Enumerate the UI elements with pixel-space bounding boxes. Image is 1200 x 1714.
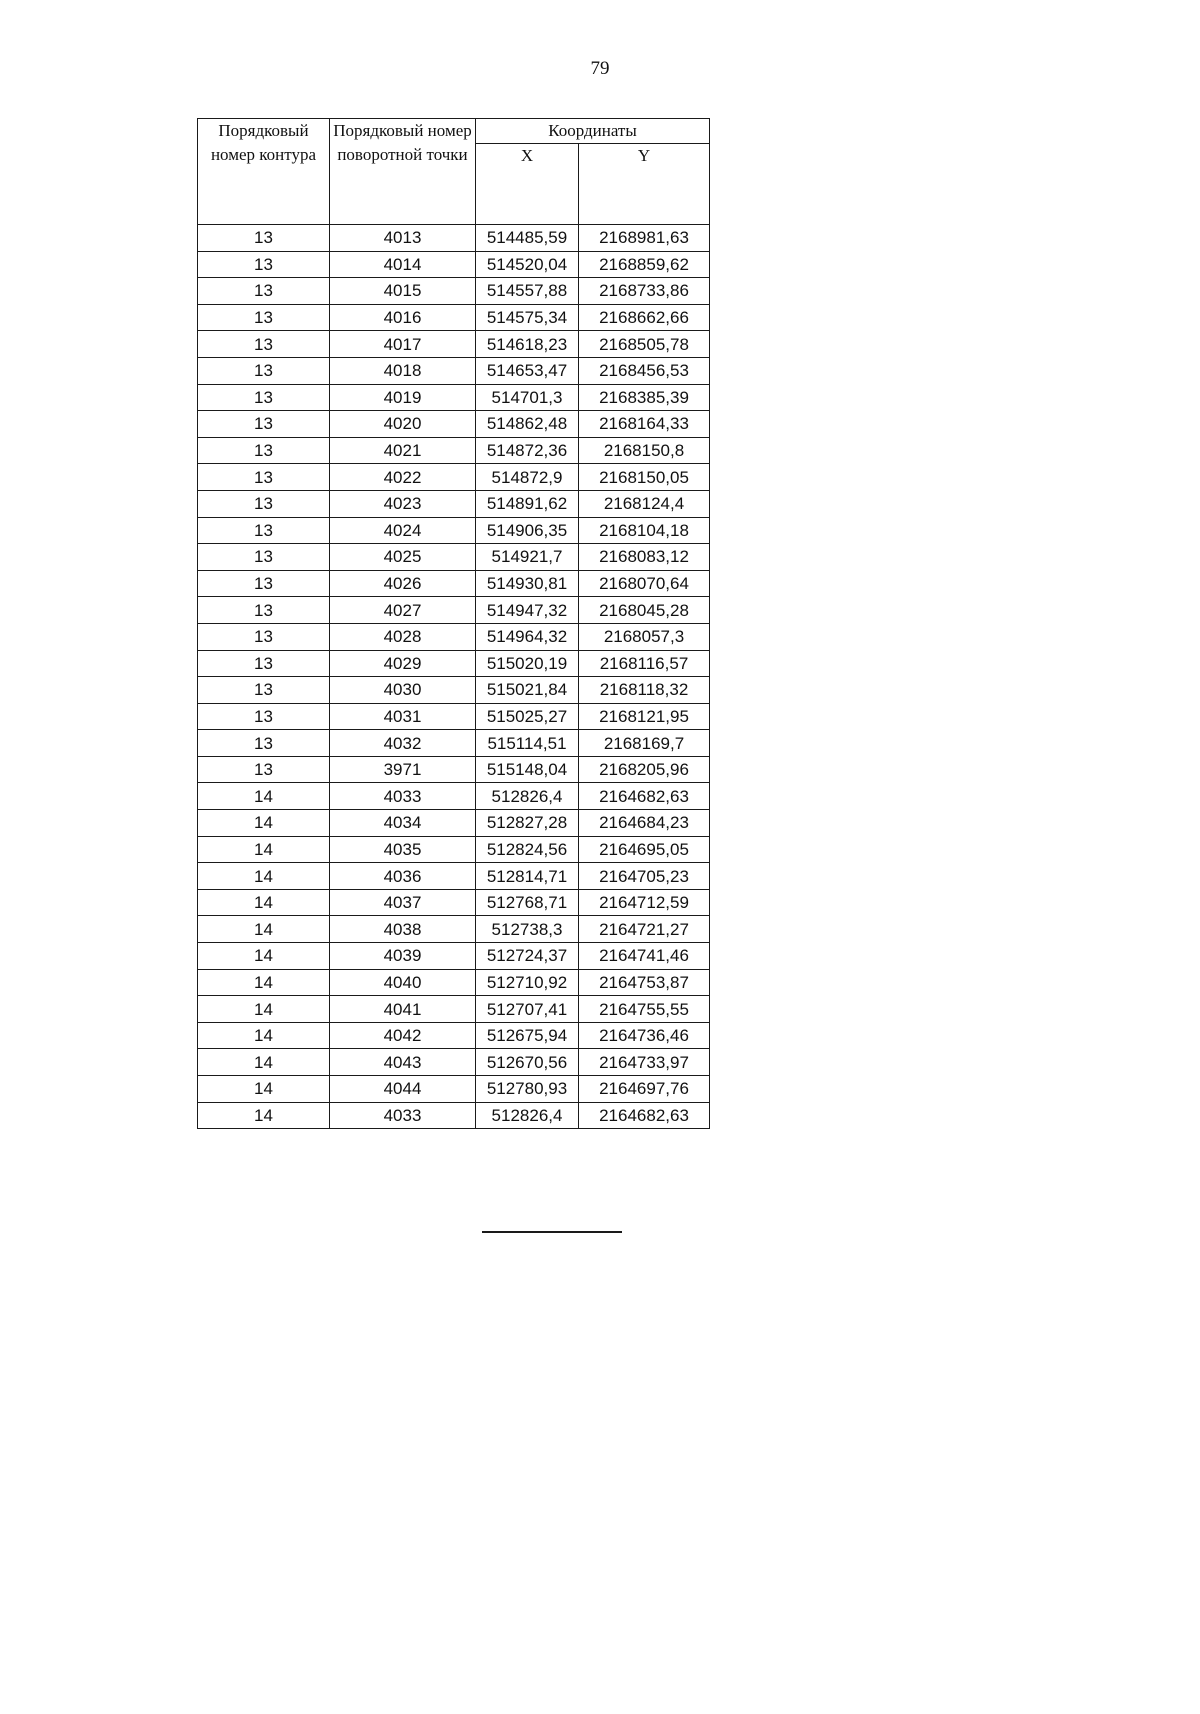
table-row	[198, 1022, 710, 1049]
y-coordinate-cell: 2164682,63	[579, 783, 710, 810]
x-coordinate-cell: 512675,94	[476, 1022, 579, 1049]
y-coordinate-cell: 2168385,39	[579, 384, 710, 411]
x-coordinate-cell: 514872,36	[476, 437, 579, 464]
contour-number-cell: 13	[198, 411, 330, 438]
x-coordinate-cell: 514557,88	[476, 278, 579, 305]
y-coordinate-cell: 2168124,4	[579, 490, 710, 517]
point-number-cell: 4038	[330, 916, 476, 943]
x-coordinate-cell: 514653,47	[476, 357, 579, 384]
contour-number-cell: 13	[198, 251, 330, 278]
contour-number-cell: 14	[198, 783, 330, 810]
contour-number-cell: 14	[198, 836, 330, 863]
table-row	[198, 1102, 710, 1129]
x-coordinate-cell: 514485,59	[476, 225, 579, 252]
contour-number-cell: 13	[198, 278, 330, 305]
table-row	[198, 916, 710, 943]
contour-number-cell: 13	[198, 544, 330, 571]
x-coordinate-cell: 512710,92	[476, 969, 579, 996]
table-row	[198, 251, 710, 278]
x-coordinate-cell: 514921,7	[476, 544, 579, 571]
contour-number-cell: 13	[198, 517, 330, 544]
x-coordinate-cell: 515025,27	[476, 703, 579, 730]
table-row	[198, 650, 710, 677]
contour-number-cell: 13	[198, 756, 330, 783]
point-number-cell: 4017	[330, 331, 476, 358]
table-row	[198, 225, 710, 252]
x-coordinate-cell: 512738,3	[476, 916, 579, 943]
contour-number-cell: 14	[198, 1022, 330, 1049]
contour-number-cell: 14	[198, 863, 330, 890]
table-row	[198, 464, 710, 491]
x-coordinate-cell: 515148,04	[476, 756, 579, 783]
header-y: Y	[579, 144, 710, 225]
x-coordinate-cell: 514906,35	[476, 517, 579, 544]
x-coordinate-cell: 514964,32	[476, 623, 579, 650]
contour-number-cell: 14	[198, 943, 330, 970]
point-number-cell: 4033	[330, 1102, 476, 1129]
contour-number-cell: 14	[198, 889, 330, 916]
x-coordinate-cell: 512824,56	[476, 836, 579, 863]
point-number-cell: 4023	[330, 490, 476, 517]
table-row	[198, 1049, 710, 1076]
contour-number-cell: 13	[198, 597, 330, 624]
table-row	[198, 996, 710, 1023]
header-coordinates: Координаты	[476, 119, 710, 144]
x-coordinate-cell: 512768,71	[476, 889, 579, 916]
y-coordinate-cell: 2164753,87	[579, 969, 710, 996]
y-coordinate-cell: 2164755,55	[579, 996, 710, 1023]
point-number-cell: 4015	[330, 278, 476, 305]
header-point-number: Порядковый номер поворотной точки	[330, 119, 476, 225]
x-coordinate-cell: 515114,51	[476, 730, 579, 757]
table-row	[198, 1076, 710, 1103]
contour-number-cell: 13	[198, 570, 330, 597]
end-separator-line	[482, 1231, 622, 1233]
y-coordinate-cell: 2164705,23	[579, 863, 710, 890]
point-number-cell: 4033	[330, 783, 476, 810]
contour-number-cell: 13	[198, 304, 330, 331]
y-coordinate-cell: 2164712,59	[579, 889, 710, 916]
table-row	[198, 384, 710, 411]
table-row	[198, 570, 710, 597]
point-number-cell: 4042	[330, 1022, 476, 1049]
contour-number-cell: 13	[198, 464, 330, 491]
x-coordinate-cell: 512780,93	[476, 1076, 579, 1103]
table-row	[198, 357, 710, 384]
table-row	[198, 836, 710, 863]
table-row	[198, 810, 710, 837]
table-row	[198, 517, 710, 544]
point-number-cell: 4039	[330, 943, 476, 970]
contour-number-cell: 13	[198, 650, 330, 677]
contour-number-cell: 13	[198, 437, 330, 464]
x-coordinate-cell: 512724,37	[476, 943, 579, 970]
x-coordinate-cell: 514701,3	[476, 384, 579, 411]
x-coordinate-cell: 512670,56	[476, 1049, 579, 1076]
table-row	[198, 756, 710, 783]
coordinates-table	[197, 118, 710, 1129]
header-contour-number: Порядковый номер контура	[198, 119, 330, 225]
x-coordinate-cell: 515021,84	[476, 677, 579, 704]
x-coordinate-cell: 514947,32	[476, 597, 579, 624]
point-number-cell: 4013	[330, 225, 476, 252]
point-number-cell: 4020	[330, 411, 476, 438]
y-coordinate-cell: 2164741,46	[579, 943, 710, 970]
point-number-cell: 4031	[330, 703, 476, 730]
contour-number-cell: 13	[198, 225, 330, 252]
contour-number-cell: 13	[198, 384, 330, 411]
y-coordinate-cell: 2168733,86	[579, 278, 710, 305]
table-row	[198, 783, 710, 810]
y-coordinate-cell: 2164695,05	[579, 836, 710, 863]
x-coordinate-cell: 512814,71	[476, 863, 579, 890]
contour-number-cell: 13	[198, 703, 330, 730]
point-number-cell: 4022	[330, 464, 476, 491]
table-row	[198, 411, 710, 438]
point-number-cell: 4026	[330, 570, 476, 597]
header-x: X	[476, 144, 579, 225]
contour-number-cell: 14	[198, 1049, 330, 1076]
point-number-cell: 4024	[330, 517, 476, 544]
contour-number-cell: 13	[198, 331, 330, 358]
table-row	[198, 437, 710, 464]
y-coordinate-cell: 2168118,32	[579, 677, 710, 704]
contour-number-cell: 13	[198, 677, 330, 704]
table-row	[198, 304, 710, 331]
y-coordinate-cell: 2168456,53	[579, 357, 710, 384]
table-body	[198, 225, 710, 1129]
x-coordinate-cell: 514891,62	[476, 490, 579, 517]
y-coordinate-cell: 2168505,78	[579, 331, 710, 358]
y-coordinate-cell: 2164697,76	[579, 1076, 710, 1103]
y-coordinate-cell: 2168045,28	[579, 597, 710, 624]
x-coordinate-cell: 512826,4	[476, 1102, 579, 1129]
point-number-cell: 4036	[330, 863, 476, 890]
point-number-cell: 4021	[330, 437, 476, 464]
table-header	[198, 119, 710, 225]
contour-number-cell: 13	[198, 730, 330, 757]
y-coordinate-cell: 2164682,63	[579, 1102, 710, 1129]
contour-number-cell: 13	[198, 623, 330, 650]
point-number-cell: 4018	[330, 357, 476, 384]
contour-number-cell: 14	[198, 969, 330, 996]
y-coordinate-cell: 2168121,95	[579, 703, 710, 730]
table-row	[198, 597, 710, 624]
point-number-cell: 4028	[330, 623, 476, 650]
contour-number-cell: 14	[198, 916, 330, 943]
x-coordinate-cell: 512707,41	[476, 996, 579, 1023]
point-number-cell: 4032	[330, 730, 476, 757]
y-coordinate-cell: 2168981,63	[579, 225, 710, 252]
table-row	[198, 863, 710, 890]
y-coordinate-cell: 2164733,97	[579, 1049, 710, 1076]
point-number-cell: 4016	[330, 304, 476, 331]
y-coordinate-cell: 2168662,66	[579, 304, 710, 331]
contour-number-cell: 13	[198, 357, 330, 384]
point-number-cell: 4040	[330, 969, 476, 996]
x-coordinate-cell: 514862,48	[476, 411, 579, 438]
y-coordinate-cell: 2168070,64	[579, 570, 710, 597]
point-number-cell: 4030	[330, 677, 476, 704]
point-number-cell: 4043	[330, 1049, 476, 1076]
point-number-cell: 4041	[330, 996, 476, 1023]
x-coordinate-cell: 515020,19	[476, 650, 579, 677]
x-coordinate-cell: 514520,04	[476, 251, 579, 278]
point-number-cell: 4029	[330, 650, 476, 677]
x-coordinate-cell: 512826,4	[476, 783, 579, 810]
point-number-cell: 4037	[330, 889, 476, 916]
point-number-cell: 4014	[330, 251, 476, 278]
point-number-cell: 4034	[330, 810, 476, 837]
point-number-cell: 4027	[330, 597, 476, 624]
point-number-cell: 4044	[330, 1076, 476, 1103]
y-coordinate-cell: 2168057,3	[579, 623, 710, 650]
y-coordinate-cell: 2168164,33	[579, 411, 710, 438]
x-coordinate-cell: 512827,28	[476, 810, 579, 837]
y-coordinate-cell: 2168205,96	[579, 756, 710, 783]
point-number-cell: 4025	[330, 544, 476, 571]
x-coordinate-cell: 514872,9	[476, 464, 579, 491]
table-row	[198, 490, 710, 517]
contour-number-cell: 14	[198, 810, 330, 837]
table-row	[198, 969, 710, 996]
page-number: 79	[590, 58, 610, 79]
x-coordinate-cell: 514618,23	[476, 331, 579, 358]
y-coordinate-cell: 2168104,18	[579, 517, 710, 544]
y-coordinate-cell: 2168083,12	[579, 544, 710, 571]
table-row	[198, 677, 710, 704]
y-coordinate-cell: 2164684,23	[579, 810, 710, 837]
contour-number-cell: 13	[198, 490, 330, 517]
point-number-cell: 4035	[330, 836, 476, 863]
contour-number-cell: 14	[198, 1102, 330, 1129]
table-row	[198, 889, 710, 916]
x-coordinate-cell: 514575,34	[476, 304, 579, 331]
y-coordinate-cell: 2168150,05	[579, 464, 710, 491]
y-coordinate-cell: 2168169,7	[579, 730, 710, 757]
table-row	[198, 943, 710, 970]
y-coordinate-cell: 2168859,62	[579, 251, 710, 278]
y-coordinate-cell: 2164721,27	[579, 916, 710, 943]
table-row	[198, 703, 710, 730]
point-number-cell: 4019	[330, 384, 476, 411]
contour-number-cell: 14	[198, 1076, 330, 1103]
point-number-cell: 3971	[330, 756, 476, 783]
contour-number-cell: 14	[198, 996, 330, 1023]
table-row	[198, 730, 710, 757]
table-row	[198, 544, 710, 571]
table-row	[198, 623, 710, 650]
y-coordinate-cell: 2168116,57	[579, 650, 710, 677]
y-coordinate-cell: 2164736,46	[579, 1022, 710, 1049]
table-row	[198, 331, 710, 358]
table-row	[198, 278, 710, 305]
y-coordinate-cell: 2168150,8	[579, 437, 710, 464]
x-coordinate-cell: 514930,81	[476, 570, 579, 597]
